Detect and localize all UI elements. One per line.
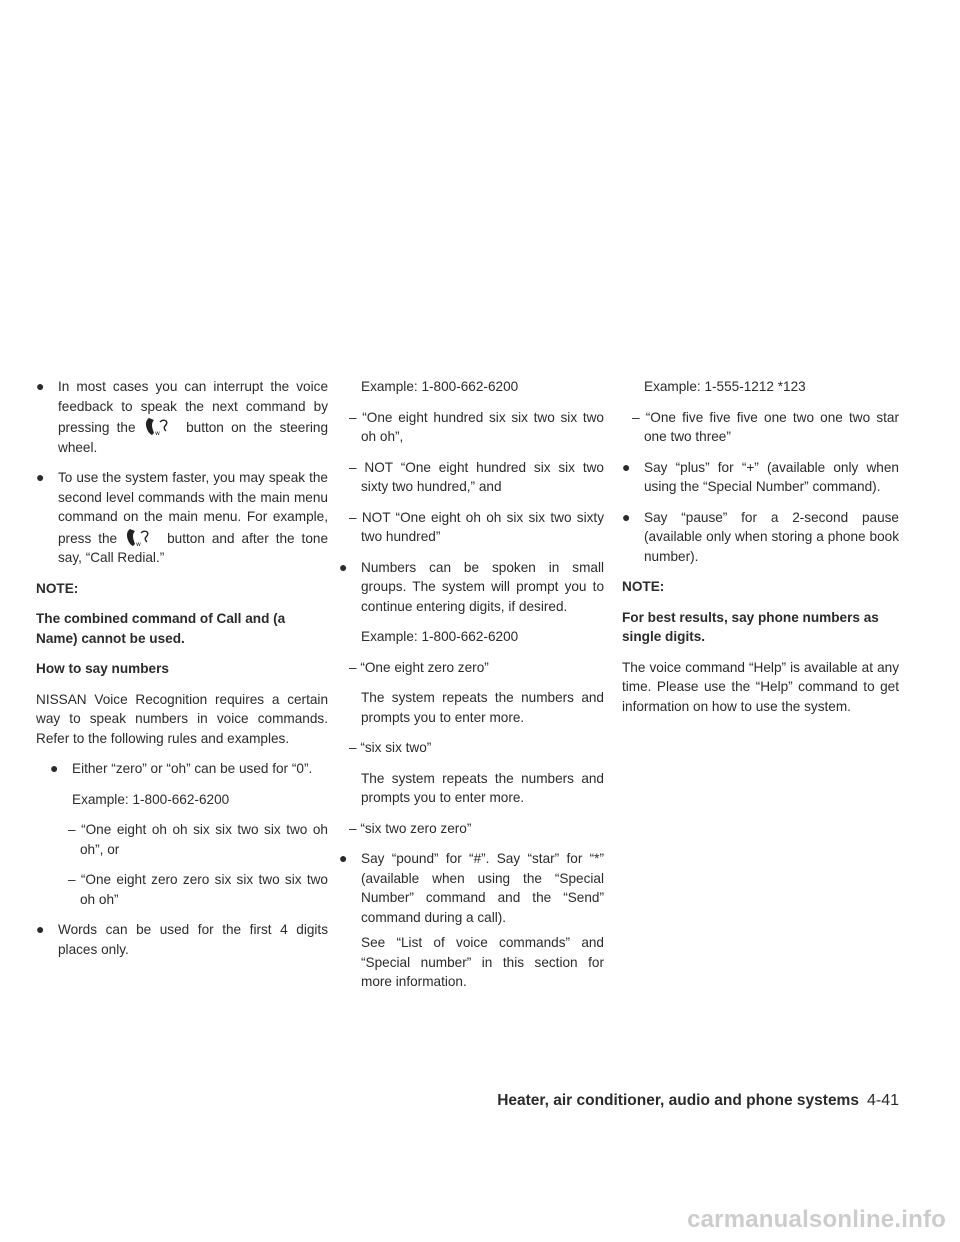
- phone-talk-icon: [124, 527, 160, 547]
- bullet-dot: ●: [622, 458, 631, 475]
- bullet-use-faster: ● To use the system faster, you may speak the second level commands with the main menu command on the main menu. For example, press the w button and after the tone say, “Call Redial.”: [36, 469, 329, 565]
- bullet-dot: ●: [50, 760, 59, 776]
- svg-text:w: w: [154, 430, 160, 436]
- see-also-text: See “List of voice commands” and “Special number” in this section for more information.: [361, 935, 604, 989]
- example-dash-item: – “One eight zero zero”: [349, 659, 489, 675]
- bullet-small-groups: ● Numbers can be spoken in small groups. The system will prompt you to continue entering digits, if desired.: [339, 558, 604, 614]
- example-dash-item: – NOT “One eight oh oh six six two sixty two hundred”: [349, 509, 604, 544]
- example-dash-item: – “One eight oh oh six six two six two oh oh”, or: [68, 822, 328, 857]
- column-left: [36, 377, 328, 970]
- svg-text:w: w: [136, 540, 142, 547]
- page-footer: [497, 1092, 899, 1110]
- example-dash-item: – NOT “One eight hundred six six two sixty two hundred,” and: [349, 459, 604, 494]
- example-dash-item: – “One eight zero zero six six two six two oh oh”: [68, 872, 328, 907]
- page-number: 4-41: [866, 1092, 899, 1109]
- note-body: The combined command of Call and (a Name) cannot be used.: [36, 611, 286, 646]
- example-line: Example: 1-800-662-6200: [72, 791, 230, 807]
- bullet-pound-star: ● Say “pound” for “#”. Say “star” for “*” (available when using the “Special Number” command and the “Send” command during a call).: [339, 850, 604, 925]
- bullet-dot: ●: [36, 921, 45, 937]
- bullet-dot: ●: [339, 850, 348, 866]
- bullet-pause: ● Say “pause” for a 2-second pause (available only when storing a phone book number).: [622, 508, 899, 564]
- column-right: [622, 377, 899, 727]
- watermark: carmanualsonline.info: [687, 1206, 946, 1233]
- note-body: For best results, say phone numbers as single digits.: [622, 609, 879, 644]
- intro-paragraph: NISSAN Voice Recognition requires a certain way to speak numbers in voice commands. Refer to the following rules and examples.: [36, 691, 328, 746]
- example-line: Example: 1-555-1212 *123: [644, 379, 806, 394]
- bullet-zero-or-oh: ● Either “zero” or “oh” can be used for “0”.: [50, 759, 328, 779]
- column-middle: [339, 377, 604, 1003]
- bullet-plus: ● Say “plus” for “+” (available only when using the “Special Number” command).: [622, 458, 899, 494]
- note-heading: NOTE:: [622, 579, 665, 594]
- bullet-dot: ●: [36, 378, 45, 394]
- system-repeats-text: The system repeats the numbers and prompts you to enter more.: [361, 770, 604, 805]
- bullet-words-first-digits: ● Words can be used for the first 4 digits places only.: [36, 921, 328, 957]
- footer-section-title: Heater, air conditioner, audio and phone systems: [497, 1092, 859, 1109]
- bullet-dot: ●: [36, 469, 45, 485]
- note-heading: NOTE:: [36, 580, 79, 596]
- bullet-dot: ●: [339, 558, 348, 575]
- bullet-interrupt-feedback: ● In most cases you can interrupt the voice feedback to speak the next command by pressing the w button on the steering wheel.: [36, 378, 329, 455]
- example-dash-item: – “six six two”: [349, 740, 432, 755]
- phone-talk-icon: [143, 416, 179, 436]
- section-heading-how-to-say-numbers: How to say numbers: [36, 661, 169, 676]
- example-line: Example: 1-800-662-6200: [361, 629, 519, 644]
- bullet-dot: ●: [622, 508, 631, 525]
- example-dash-item: – “six two zero zero”: [349, 820, 472, 836]
- help-paragraph: The voice command “Help” is available at any time. Please use the “Help” command to get information on how to use the system.: [622, 659, 899, 714]
- example-dash-item: – “One eight hundred six six two six two oh oh”,: [349, 409, 604, 444]
- example-dash-item: – “One five five five one two one two star one two three”: [632, 409, 899, 444]
- example-line: Example: 1-800-662-6200: [361, 379, 519, 394]
- system-repeats-text: The system repeats the numbers and prompts you to enter more.: [361, 690, 604, 725]
